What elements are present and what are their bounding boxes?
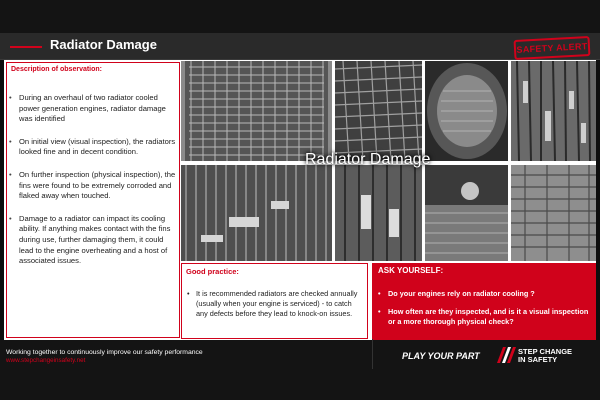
photo-grille-closeup xyxy=(335,61,422,161)
header-bar xyxy=(0,33,600,60)
header-accent-line xyxy=(10,46,42,48)
description-list xyxy=(9,93,177,279)
description-item: • Damage to a radiator can impact its cooling ability. If anything makes contact with the fins during use, further damaging them, it could lead to the engine overheating and a host of associated issues. xyxy=(9,214,177,267)
safety-alert-stamp: SAFETY ALERT xyxy=(514,36,591,60)
description-item: • During an overhaul of two radiator cooled power generation engines, radiator damage was identified xyxy=(9,93,177,125)
description-item: • On further inspection (physical inspection), the fins were found to be extremely corroded and flaked away when touched. xyxy=(9,170,177,202)
photo-caption: Radiator Damage xyxy=(305,151,431,168)
photo-corroded-core xyxy=(181,165,332,261)
photo-fin-detail xyxy=(425,165,508,261)
play-your-part-slogan: PLAY YOUR PART xyxy=(402,351,480,361)
photo-radiator-housing xyxy=(425,61,508,161)
page-title: Radiator Damage xyxy=(50,37,157,52)
description-label: Description of observation: xyxy=(11,66,103,73)
footer-bar xyxy=(0,340,600,400)
footer-website-link[interactable]: www.stepchangeinsafety.net xyxy=(6,357,86,364)
brand-name xyxy=(518,348,572,364)
step-change-logo-icon xyxy=(497,347,517,363)
ask-yourself-list xyxy=(376,289,590,335)
photo-flaking-fins xyxy=(335,165,422,261)
ask-yourself-label: ASK YOURSELF: xyxy=(378,266,444,275)
ask-yourself-box xyxy=(372,263,596,340)
brand-line-1: STEP CHANGE xyxy=(518,347,573,356)
good-practice-box xyxy=(181,263,368,339)
photo-damaged-fins xyxy=(511,61,596,161)
description-panel xyxy=(6,62,180,338)
brand-line-2: IN SAFETY xyxy=(518,355,558,364)
good-practice-text: • It is recommended radiators are checked annually (usually when your engine is serviced) - to catch any defects before they lead to knock-on issues. xyxy=(196,289,362,319)
photo-core-section xyxy=(511,165,596,261)
footer-divider xyxy=(372,339,373,369)
description-item: • On initial view (visual inspection), the radiators looked fine and in decent condition. xyxy=(9,137,177,158)
photo-radiator-overview xyxy=(181,61,332,161)
top-band xyxy=(0,0,600,33)
ask-yourself-item: • Do your engines rely on radiator cooling ? xyxy=(376,289,590,299)
ask-yourself-item: • How often are they inspected, and is it a visual inspection or a more thorough physical check? xyxy=(376,307,590,327)
good-practice-label: Good practice: xyxy=(186,267,239,276)
footer-tagline: Working together to continuously improve our safety performance xyxy=(6,349,203,356)
